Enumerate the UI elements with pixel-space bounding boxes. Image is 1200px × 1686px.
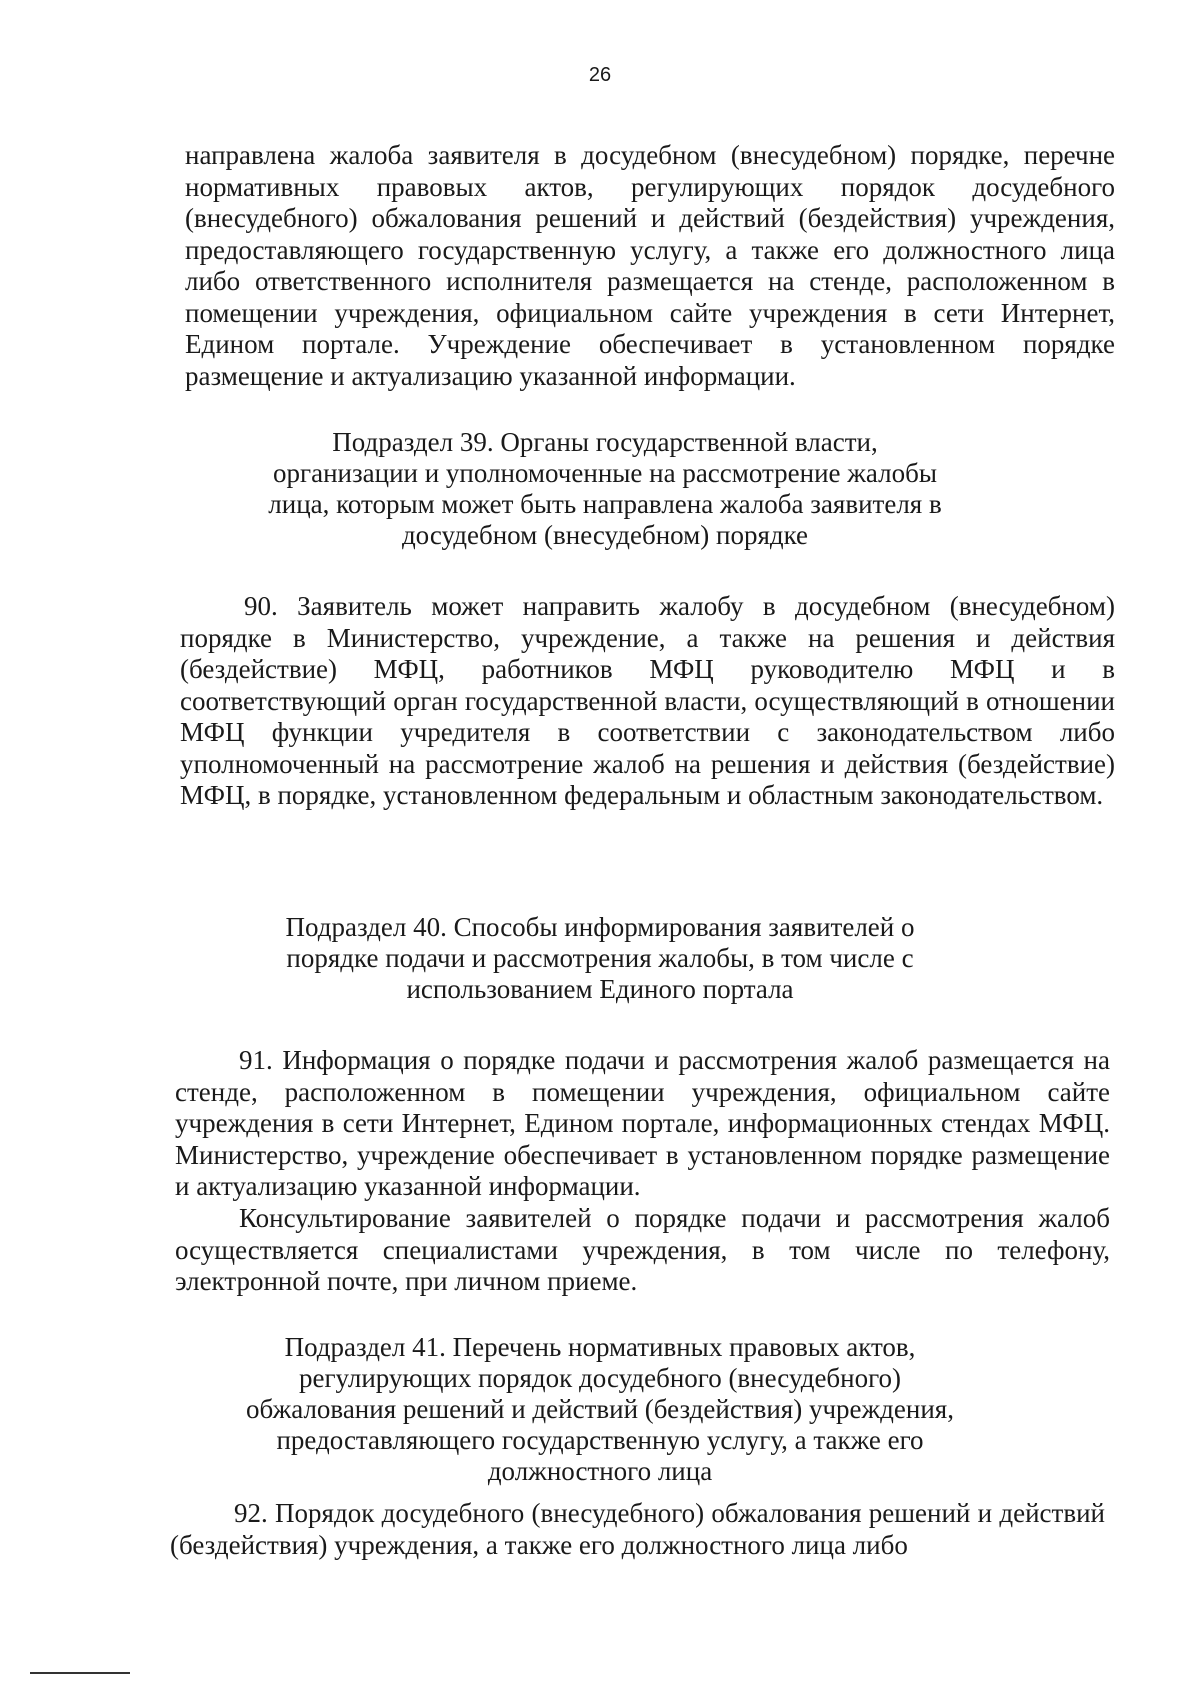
paragraph-intro: направлена жалоба заявителя в досудебном (внесудебном) порядке, перечне нормативных правовых актов, регулирующих порядок досудебного (внесудебного) обжалования решений и действий (бездействия) учреждения, предоставляющего государственную услугу, а также его должностного лица либо ответственного исполнителя размещается на стенде, расположенном в помещении учреждения, официальном сайте учреждения в сети Интернет, Едином портале. Учреждение обеспечивает в установленном порядке размещение и актуализацию указанной информации.	[185, 140, 1115, 391]
page-number: 26	[588, 64, 612, 86]
paragraph-90: 90. Заявитель может направить жалобу в досудебном (внесудебном) порядке в Министерство, учреждение, а также на решения и действия (бездействие) МФЦ, работников МФЦ руководителю МФЦ и в соответствующий орган государственной власти, осуществляющий в отношении МФЦ функции учредителя в соответствии с законодательством либо уполномоченный на рассмотрение жалоб на решения и действия (бездействие) МФЦ, в порядке, установленном федеральным и областным законодательством.	[180, 591, 1115, 810]
heading-subsection-41: Подраздел 41. Перечень нормативных правовых актов, регулирующих порядок досудебного (внесудебного) обжалования решений и действий (бездействия) учреждения, предоставляющего государственную услугу, а также его должностного лица	[246, 1332, 954, 1486]
heading-subsection-39: Подраздел 39. Органы государственной власти, организации и уполномоченные на рассмотрение жалобы лица, которым может быть направлена жалоба заявителя в досудебном (внесудебном) порядке	[268, 427, 942, 550]
bottom-rule	[30, 1672, 130, 1674]
heading-subsection-40: Подраздел 40. Способы информирования заявителей о порядке подачи и рассмотрения жалобы, в том числе с использованием Единого портала	[285, 912, 915, 1004]
paragraph-92: 92. Порядок досудебного (внесудебного) обжалования решений и действий (бездействия) учреждения, а также его должностного лица либо	[170, 1498, 1105, 1560]
paragraph-91-consultation: Консультирование заявителей о порядке подачи и рассмотрения жалоб осуществляется специалистами учреждения, в том числе по телефону, электронной почте, при личном приеме.	[175, 1203, 1110, 1296]
paragraph-91: 91. Информация о порядке подачи и рассмотрения жалоб размещается на стенде, расположенном в помещении учреждения, официальном сайте учреждения в сети Интернет, Едином портале, информационных стендах МФЦ. Министерство, учреждение обеспечивает в установленном порядке размещение и актуализацию указанной информации.	[175, 1045, 1110, 1201]
